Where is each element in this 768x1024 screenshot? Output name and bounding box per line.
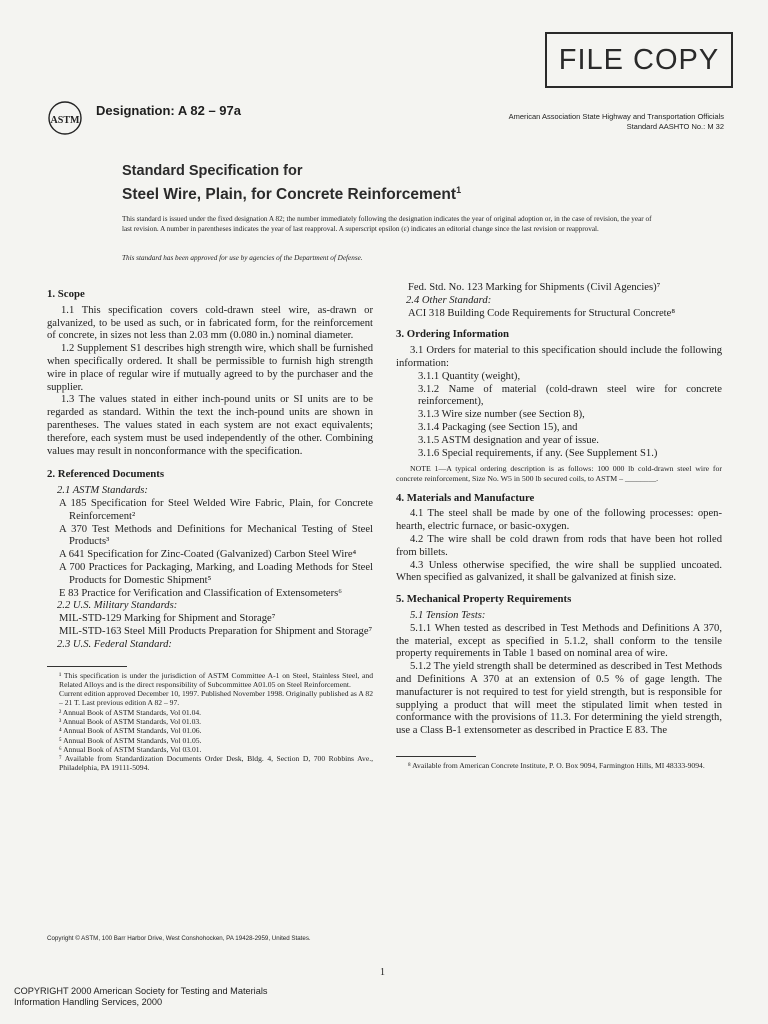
- left-column: [47, 282, 373, 773]
- title-line2: [122, 180, 461, 205]
- footnote-1: ¹ This specification is under the jurisdiction of ASTM Committee A-1 on Steel, Stainless Steel, and Related Alloys and is the direct responsibility of Subcommittee A01.05 on Steel Reinforcement.: [59, 670, 373, 689]
- tension-tests-subheading: 5.1 Tension Tests:: [410, 609, 486, 621]
- footnote-5: ⁵ Annual Book of ASTM Standards, Vol 01.05.: [59, 735, 202, 745]
- aashto-line1: American Association State Highway and Transportation Officials: [508, 112, 724, 121]
- intro-paragraph: This standard is issued under the fixed designation A 82; the number immediately following the designation indicates the year of original adoption or, in the case of revision, the year of last revision. A number in parentheses indicates the year of last reapproval. A superscript epsilon (ε) indicates an editorial change since the last revision or reapproval.: [122, 215, 652, 234]
- copyright-line: Copyright © ASTM, 100 Barr Harbor Drive, West Conshohocken, PA 19428-2959, United States.: [47, 935, 311, 942]
- aashto-reference: [509, 112, 724, 132]
- page-number: 1: [380, 967, 385, 978]
- scope-1-1: 1.1 This specification covers cold-drawn steel wire, as-drawn or galvanized, to be used as such, or in fabricated form, for the reinforcement of concrete, in sizes not less than 2.03 mm (0.080 in.) nominal diameter.: [47, 304, 373, 342]
- military-standards-subheading: 2.2 U.S. Military Standards:: [57, 600, 178, 612]
- footnote-divider-right: [396, 756, 476, 757]
- title-line2-text: Steel Wire, Plain, for Concrete Reinforcement: [122, 186, 457, 204]
- materials-4-3: 4.3 Unless otherwise specified, the wire shall be supplied uncoated. When specified as galvanized, it shall be galvanized at finish size.: [396, 559, 722, 584]
- designation: Designation: A 82 – 97a: [96, 103, 241, 118]
- footnote-3: ³ Annual Book of ASTM Standards, Vol 01.03.: [59, 717, 202, 726]
- footnote-8: ⁸ Available from American Concrete Institute, P. O. Box 9094, Farmington Hills, MI 48333-9094.: [408, 760, 705, 770]
- ref-a641: A 641 Specification for Zinc-Coated (Galvanized) Carbon Steel Wire⁴: [59, 549, 357, 561]
- footnote-4: ⁴ Annual Book of ASTM Standards, Vol 01.06.: [59, 726, 202, 736]
- astm-logo-icon: [47, 100, 83, 136]
- right-column: [396, 282, 722, 770]
- footnote-2: ² Annual Book of ASTM Standards, Vol 01.04.: [59, 707, 202, 717]
- astm-standards-subheading: 2.1 ASTM Standards:: [57, 485, 148, 497]
- materials-4-2: 4.2 The wire shall be cold drawn from rods that have been hot rolled from billets.: [396, 533, 722, 558]
- bottom-copyright-line1: COPYRIGHT 2000 American Society for Testing and Materials: [14, 986, 268, 996]
- footnote-divider: [47, 666, 127, 667]
- ref-mil-std-129: MIL-STD-129 Marking for Shipment and Storage⁷: [59, 613, 276, 625]
- bottom-copyright: [14, 986, 267, 1008]
- mechanical-5-1-1: 5.1.1 When tested as described in Test Methods and Definitions A 370, the material, except as specified in 5.1.2, shall conform to the tensile property requirements in Table 1 based on nominal area of wire.: [396, 622, 722, 660]
- ordering-item: 3.1.5 ASTM designation and year of issue.: [418, 434, 599, 446]
- section-ordering-heading: 3. Ordering Information: [396, 328, 510, 341]
- ref-aci-318: ACI 318 Building Code Requirements for Structural Concrete⁸: [408, 307, 676, 319]
- scope-1-3: 1.3 The values stated in either inch-pound units or SI units are to be regarded as standard. Within the text the inch-pound units are shown in parentheses. The values stated in each system are not exact equivalents; therefore, each system must be used independently of the other. Combining values may result in nonconformance with the specification.: [47, 394, 373, 457]
- title-line1: Standard Specification for: [122, 163, 303, 179]
- ref-a185: A 185 Specification for Steel Welded Wire Fabric, Plain, for Concrete Reinforcement²: [59, 497, 373, 522]
- ref-fed-std-123: Fed. Std. No. 123 Marking for Shipments (Civil Agencies)⁷: [408, 282, 661, 293]
- ordering-item: 3.1.1 Quantity (weight),: [418, 370, 521, 382]
- ordering-item: 3.1.3 Wire size number (see Section 8),: [418, 409, 585, 421]
- scope-1-2: 1.2 Supplement S1 describes high strength wire, which shall be furnished when specifically ordered. It shall be permissible to furnish high strength wire in place of regular wire if mutually agreed to by the purchaser and the supplier.: [47, 343, 373, 393]
- footnote-edition: Current edition approved December 10, 1997. Published November 1998. Originally published as A 82 – 21 T. Last previous edition A 82 – 97.: [59, 689, 373, 708]
- section-materials-heading: 4. Materials and Manufacture: [396, 491, 535, 504]
- ordering-item: 3.1.6 Special requirements, if any. (See Supplement S1.): [418, 447, 658, 459]
- dod-approval-note: This standard has been approved for use by agencies of the Department of Defense.: [122, 254, 363, 262]
- document-title: [122, 163, 461, 205]
- federal-standard-subheading: 2.3 U.S. Federal Standard:: [57, 638, 172, 650]
- ordering-item: 3.1.2 Name of material (cold-drawn steel wire for concrete reinforcement),: [418, 383, 722, 408]
- ordering-3-1: 3.1 Orders for material to this specification should include the following information:: [396, 345, 722, 369]
- footnote-6: ⁶ Annual Book of ASTM Standards, Vol 03.01.: [59, 744, 202, 754]
- footnote-7: ⁷ Available from Standardization Documents Order Desk, Bldg. 4, Section D, 700 Robbins Ave., Philadelphia, PA 19111-5094.: [59, 754, 373, 773]
- aashto-line2: Standard AASHTO No.: M 32: [626, 122, 724, 131]
- ordering-item: 3.1.4 Packaging (see Section 15), and: [418, 421, 578, 433]
- ref-e83: E 83 Practice for Verification and Classification of Extensometers⁶: [59, 587, 342, 599]
- bottom-copyright-line2: Information Handling Services, 2000: [14, 997, 163, 1007]
- section-mechanical-heading: 5. Mechanical Property Requirements: [396, 593, 572, 606]
- mechanical-5-1-2: 5.1.2 The yield strength shall be determined as described in Test Methods and Definitions A 370 at an extension of 0.5 % of gage length. The manufacturer is not required to test for yield strength, but is responsible for supplying a product that will meet the stipulated limit when tested in conformance with the provisions of 11.3. For determining the yield strength, use a Class B-1 extensometer as described in Practice E 83. The: [396, 661, 722, 737]
- materials-4-1: 4.1 The steel shall be made by one of the following processes: open-hearth, electric furnace, or basic-oxygen.: [396, 508, 722, 533]
- ref-a700: A 700 Practices for Packaging, Marking, and Loading Methods for Steel Products for Domestic Shipment⁵: [59, 561, 373, 586]
- ref-a370: A 370 Test Methods and Definitions for Mechanical Testing of Steel Products³: [59, 523, 373, 548]
- note-1: NOTE 1—A typical ordering description is as follows: 100 000 lb cold-drawn steel wire for concrete reinforcement, Size No. W5 in 500 lb secured coils, to ASTM – ________.: [396, 464, 722, 483]
- ref-mil-std-163: MIL-STD-163 Steel Mill Products Preparation for Shipment and Storage⁷: [59, 625, 373, 637]
- section-referenced-docs-heading: 2. Referenced Documents: [47, 468, 165, 481]
- svg-text:ASTM: ASTM: [50, 115, 80, 126]
- other-standard-subheading: 2.4 Other Standard:: [406, 294, 492, 306]
- section-scope-heading: 1. Scope: [47, 288, 85, 300]
- file-copy-stamp: FILE COPY: [545, 32, 733, 88]
- title-footnote-mark: 1: [456, 185, 462, 195]
